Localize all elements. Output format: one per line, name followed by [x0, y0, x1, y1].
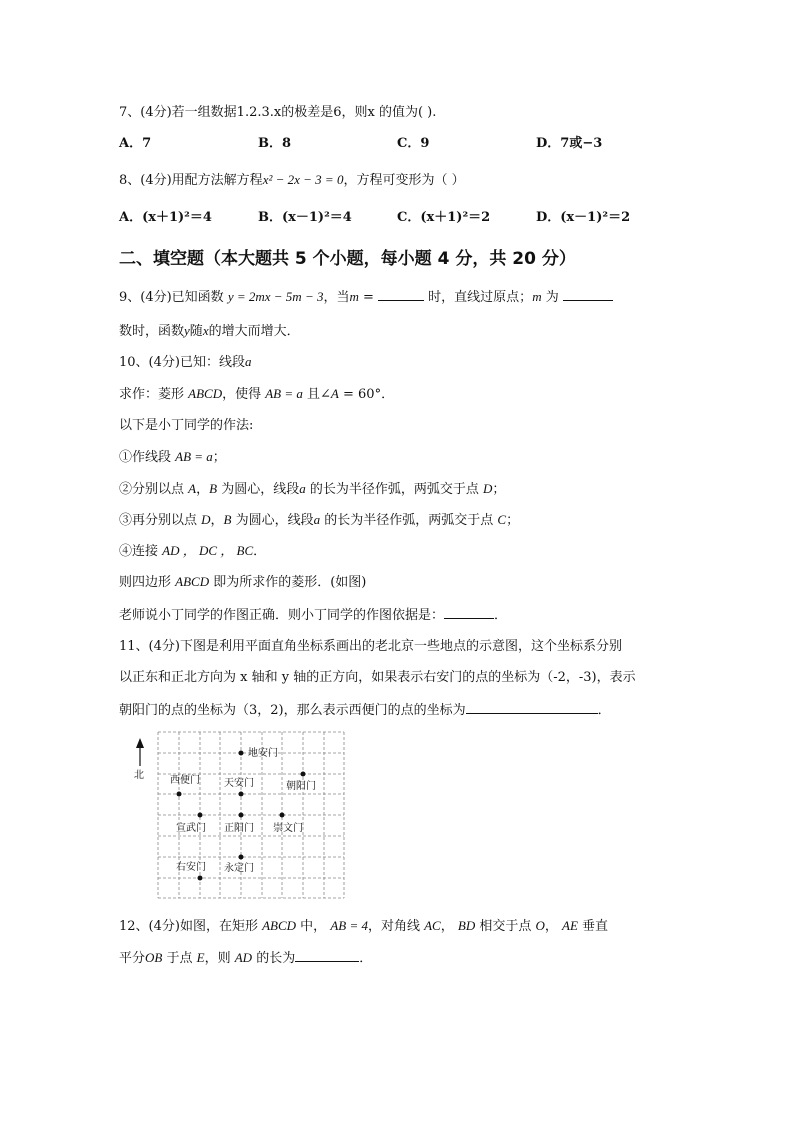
q11-line1: 11、(4分)下图是利用平面直角坐标系画出的老北京一些地点的示意图，这个坐标系分别	[119, 639, 622, 654]
q9-line1	[119, 287, 613, 307]
q12-text-2d: 的长为	[252, 951, 296, 966]
q10-step2-e: ；	[492, 482, 506, 497]
q10-text-2b: ，使得	[222, 387, 266, 402]
q10-text-1: 10、(4分)已知：线段	[119, 355, 245, 370]
q12-text-2e: ．	[359, 951, 373, 966]
q10-var-a: a	[244, 354, 252, 369]
label-xuanwumen: 宣武门	[176, 823, 206, 834]
north-label: 北	[134, 770, 144, 781]
q10-abcd: ABCD	[188, 386, 223, 401]
q10-step4	[119, 542, 266, 561]
q10-last	[119, 605, 507, 625]
q12-text-1b: 中，	[296, 919, 331, 934]
q10-step3-pB: B	[223, 512, 232, 527]
q12-text-2c: ，则	[204, 951, 235, 966]
label-tiananmen: 天安门	[224, 778, 254, 789]
q12-blank[interactable]	[295, 948, 359, 962]
q9-text-f: 数时，函数	[119, 324, 185, 339]
label-xibianmen: 西便门	[170, 775, 200, 786]
q10-step3-e: ；	[506, 513, 520, 528]
q9-text-c: =	[358, 290, 379, 305]
q10-step3-seg: a	[313, 512, 321, 527]
q12-abcd: ABCD	[262, 918, 297, 933]
q10-step1	[119, 448, 226, 467]
q10-step3-d: 的长为半径作弧，两弧交于点	[320, 513, 498, 528]
point-chongwenmen	[280, 813, 285, 818]
q9-var-m1: m	[349, 289, 359, 304]
q9-blank-1[interactable]	[378, 287, 424, 301]
q12-line2	[119, 948, 372, 968]
q7-option-a: A．7	[119, 136, 152, 151]
q8-prefix: 8、(4分)用配方法解方程	[119, 173, 263, 188]
q12-text-1d: ，	[440, 919, 458, 934]
q10-step2-seg: a	[299, 481, 306, 496]
q10-step4-m: AD ， DC ， BC	[162, 543, 254, 558]
q10-angle-a: A	[330, 386, 339, 401]
q8-option-a: A．(x＋1)²＝4	[119, 210, 212, 225]
q9-line2	[119, 322, 300, 341]
q12-text-2a: 平分	[119, 951, 146, 966]
q7-stem: 7、(4分)若一组数据1.2.3.x的极差是6，则x 的值为( ).	[119, 105, 437, 120]
q10-step3-b: ，	[210, 513, 224, 528]
label-zhengyangmen: 正阳门	[224, 823, 254, 834]
q12-o: O	[535, 918, 545, 933]
q10-concl-m: ABCD	[175, 574, 210, 589]
label-chongwenmen: 崇文门	[273, 823, 303, 834]
q9-var-y: y	[184, 323, 190, 338]
q12-ab: AB = 4	[330, 918, 368, 933]
q8-suffix: ，方程可变形为（ ）	[343, 173, 465, 188]
q12-ac: AC	[424, 918, 441, 933]
q10-step3-a: ③再分别以点	[119, 513, 202, 528]
q10-step2-c: 为圆心，线段	[217, 482, 300, 497]
q8-option-d: D．(x－1)²＝2	[536, 210, 631, 225]
q7-option-d: D．7或−3	[536, 136, 603, 151]
q11-blank[interactable]	[466, 700, 598, 714]
q10-step4-a: ④连接	[119, 544, 163, 559]
q12-line1	[119, 917, 608, 936]
q10-blank[interactable]	[444, 605, 494, 619]
q10-concl-a: 则四边形	[119, 575, 176, 590]
q9-text-h: 的增大而增大．	[208, 324, 300, 339]
q10-step2	[119, 480, 505, 499]
point-tiananmen	[239, 792, 244, 797]
section-fill-in-title: 二、填空题（本大题共 5 个小题，每小题 4 分，共 20 分）	[119, 249, 576, 269]
q12-text-1g: 垂直	[577, 919, 609, 934]
q8-equation: x² − 2x − 3 = 0	[262, 172, 344, 187]
point-chaoyangmen	[301, 772, 306, 777]
q12-ob: OB	[145, 950, 163, 965]
q12-ae: AE	[562, 918, 578, 933]
label-yongdingmen: 永定门	[224, 863, 254, 874]
q12-e: E	[196, 950, 205, 965]
q9-var-x: x	[202, 323, 209, 338]
point-youanmen	[198, 876, 203, 881]
q10-step2-a: ②分别以点	[119, 482, 189, 497]
q10-step3-c: 为圆心，线段	[231, 513, 314, 528]
q9-text-b: ，当	[323, 290, 350, 305]
q10-cond: AB = a	[265, 386, 303, 401]
q9-text-d: 时，直线过原点；	[424, 290, 533, 305]
q9-text-a: 9、(4分)已知函数	[119, 290, 228, 305]
q12-text-1c: ，对角线	[367, 919, 425, 934]
point-xibianmen	[177, 792, 182, 797]
point-dianmen	[239, 751, 244, 756]
q10-step1-m: AB = a	[175, 449, 213, 464]
q10-text-2d: = 60°．	[338, 387, 395, 402]
q10-line1	[119, 353, 251, 372]
q11-line2: 以正东和正北方向为 x 轴和 y 轴的正方向，如果表示右安门的点的坐标为（-2，-3)，表示	[119, 670, 636, 685]
q9-var-m2: m	[532, 289, 542, 304]
q10-concl-b: 即为所求作的菱形．(如图)	[209, 575, 367, 590]
q8-option-c: C．(x＋1)²＝2	[397, 210, 491, 225]
q10-last-end: ．	[494, 608, 508, 623]
q8-stem	[119, 171, 465, 190]
q8-option-b: B．(x－1)²＝4	[258, 210, 352, 225]
q12-bd: BD	[457, 918, 476, 933]
q7-option-c: C．9	[397, 136, 430, 151]
q12-text-2b: 于点	[162, 951, 197, 966]
q10-step3-pD: D	[201, 512, 211, 527]
q12-text-1f: ，	[544, 919, 563, 934]
label-dianmen: 地安门	[248, 748, 278, 759]
q10-step2-pB: B	[209, 481, 218, 496]
point-zhengyangmen	[239, 813, 244, 818]
q11-text-3b: ．	[597, 703, 611, 718]
label-youanmen: 右安门	[176, 862, 206, 873]
point-yongdingmen	[239, 855, 244, 860]
q9-text-g: 随	[189, 324, 203, 339]
q10-step3	[119, 511, 519, 530]
q10-conclusion	[119, 573, 366, 592]
q10-step1-b: ；	[212, 450, 226, 465]
map-points	[177, 751, 306, 881]
q9-blank-2[interactable]	[563, 287, 613, 301]
q10-step4-b: ．	[253, 544, 267, 559]
q10-step3-pC: C	[497, 512, 507, 527]
q10-line2	[119, 385, 394, 404]
q12-ad: AD	[234, 950, 253, 965]
beijing-map-figure	[130, 730, 350, 900]
q12-text-1a: 12、(4分)如图，在矩形	[119, 919, 263, 934]
q10-step2-b: ，	[196, 482, 210, 497]
q11-line3	[119, 700, 611, 720]
q11-text-3a: 朝阳门的点的坐标为（3，2)，那么表示西便门的点的坐标为	[119, 703, 466, 718]
label-chaoyangmen: 朝阳门	[286, 781, 316, 792]
q10-text-2c: 且∠	[302, 387, 331, 402]
q10-text-2a: 求作：菱形	[119, 387, 189, 402]
q10-step2-d: 的长为半径作弧，两弧交于点	[305, 482, 483, 497]
q10-line3: 以下是小丁同学的作法:	[119, 418, 254, 433]
q10-step2-pD: D	[482, 481, 493, 496]
q10-last-text: 老师说小丁同学的作图正确．则小丁同学的作图依据是：	[119, 608, 445, 623]
q7-option-b: B．8	[258, 136, 292, 151]
q9-text-e: 为	[541, 290, 563, 305]
q10-step2-pA: A	[188, 481, 197, 496]
q12-text-1e: 相交于点	[475, 919, 536, 934]
north-arrow	[136, 738, 144, 766]
q10-step1-a: ①作线段	[119, 450, 176, 465]
q9-function: y = 2mx − 5m − 3	[227, 289, 324, 304]
point-xuanwumen	[198, 813, 203, 818]
